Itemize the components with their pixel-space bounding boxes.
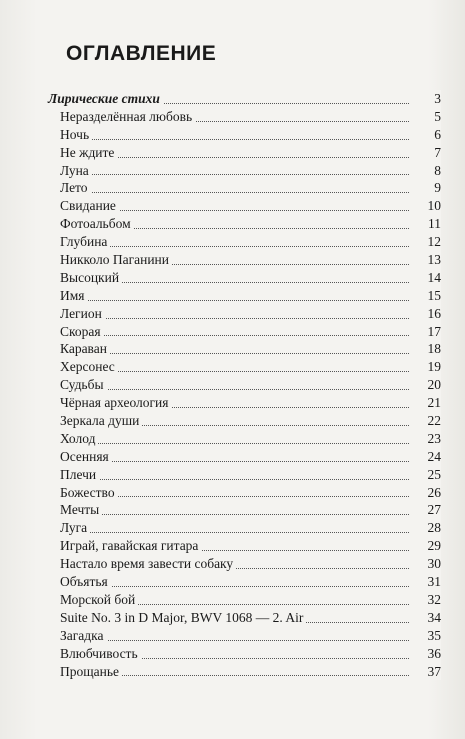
- toc-entry-title: Лето: [60, 179, 91, 197]
- toc-entry-page-number: 8: [417, 162, 441, 180]
- toc-entry-page-number: 30: [417, 555, 441, 573]
- dot-leader: [60, 532, 409, 533]
- toc-entry: [0, 108, 465, 126]
- toc-entry-page-number: 36: [417, 645, 441, 663]
- toc-entry-title: Мечты: [60, 501, 102, 519]
- toc-entry-title: Фотоальбом: [60, 215, 134, 233]
- toc-entry: [0, 430, 465, 448]
- toc-entry: [0, 269, 465, 287]
- dot-leader: [60, 514, 409, 515]
- dot-leader: [60, 461, 409, 462]
- dot-leader: [60, 353, 409, 354]
- toc-entry-page-number: 7: [417, 144, 441, 162]
- dot-leader: [60, 389, 409, 390]
- toc-entry: [0, 663, 465, 681]
- toc-entry-title: Имя: [60, 287, 88, 305]
- dot-leader: [60, 174, 409, 175]
- toc-entry: [0, 305, 465, 323]
- toc-entry-title: Прощанье: [60, 663, 122, 681]
- toc-entry: [0, 340, 465, 358]
- toc-section-entry: [0, 90, 465, 108]
- toc-entry-title: Херсонес: [60, 358, 118, 376]
- toc-entry-page-number: 9: [417, 179, 441, 197]
- toc-entry-page-number: 32: [417, 591, 441, 609]
- toc-entry: [0, 179, 465, 197]
- toc-entry: [0, 215, 465, 233]
- toc-entry: [0, 126, 465, 144]
- toc-entry-title: Судьбы: [60, 376, 107, 394]
- dot-leader: [60, 443, 409, 444]
- toc-entry-page-number: 20: [417, 376, 441, 394]
- toc-entry-title: Божество: [60, 484, 118, 502]
- toc-entry-page-number: 14: [417, 269, 441, 287]
- toc-entry-title: Загадка: [60, 627, 107, 645]
- toc-entry-page-number: 37: [417, 663, 441, 681]
- toc-entry: [0, 197, 465, 215]
- toc-entry-title: Осенняя: [60, 448, 112, 466]
- toc-entry: [0, 162, 465, 180]
- toc-entry: [0, 501, 465, 519]
- toc-entry: [0, 251, 465, 269]
- toc-entry-title: Холод: [60, 430, 98, 448]
- toc-entry: [0, 573, 465, 591]
- table-of-contents: [0, 90, 465, 680]
- toc-entry-title: Глубина: [60, 233, 110, 251]
- toc-entry-page-number: 6: [417, 126, 441, 144]
- dot-leader: [60, 479, 409, 480]
- toc-entry-page-number: 11: [417, 215, 441, 233]
- toc-entry: [0, 627, 465, 645]
- toc-entry-page-number: 17: [417, 323, 441, 341]
- toc-entry: [0, 233, 465, 251]
- toc-entry-title: Морской бой: [60, 591, 138, 609]
- toc-entry-page-number: 27: [417, 501, 441, 519]
- dot-leader: [60, 139, 409, 140]
- toc-entry-page-number: 22: [417, 412, 441, 430]
- toc-entry: [0, 394, 465, 412]
- toc-entry: [0, 519, 465, 537]
- toc-entry: [0, 537, 465, 555]
- toc-entry-page-number: 13: [417, 251, 441, 269]
- toc-entry: [0, 645, 465, 663]
- toc-entry-title: Ночь: [60, 126, 92, 144]
- toc-entry-page-number: 19: [417, 358, 441, 376]
- toc-entry: [0, 609, 465, 627]
- toc-entry-page-number: 10: [417, 197, 441, 215]
- toc-entry-title: Плечи: [60, 466, 99, 484]
- toc-entry-title: Караван: [60, 340, 110, 358]
- toc-entry-title: Свидание: [60, 197, 119, 215]
- toc-entry-title: Легион: [60, 305, 105, 323]
- toc-entry-page-number: 18: [417, 340, 441, 358]
- toc-entry-page-number: 23: [417, 430, 441, 448]
- toc-entry: [0, 376, 465, 394]
- toc-entry-title: Высоцкий: [60, 269, 122, 287]
- toc-entry-page-number: 35: [417, 627, 441, 645]
- toc-entry-page-number: 25: [417, 466, 441, 484]
- toc-entry-page-number: 24: [417, 448, 441, 466]
- dot-leader: [60, 246, 409, 247]
- toc-entry: [0, 484, 465, 502]
- dot-leader: [60, 586, 409, 587]
- toc-entry-page-number: 28: [417, 519, 441, 537]
- toc-entry: [0, 591, 465, 609]
- toc-entry-title: Играй, гавайская гитара: [60, 537, 201, 555]
- toc-entry-page-number: 34: [417, 609, 441, 627]
- toc-entry-title: Влюбчивость: [60, 645, 141, 663]
- toc-entry-page-number: 21: [417, 394, 441, 412]
- toc-entry-page-number: 3: [417, 90, 441, 108]
- toc-entry-title: Неразделённая любовь: [60, 108, 195, 126]
- toc-entry: [0, 448, 465, 466]
- toc-entry-page-number: 29: [417, 537, 441, 555]
- toc-entry-page-number: 12: [417, 233, 441, 251]
- toc-entry-page-number: 15: [417, 287, 441, 305]
- toc-entry-title: Suite No. 3 in D Major, BWV 1068 — 2. Air: [60, 609, 306, 627]
- dot-leader: [60, 640, 409, 641]
- toc-entry-title: Чёрная археология: [60, 394, 172, 412]
- toc-entry: [0, 466, 465, 484]
- toc-entry: [0, 287, 465, 305]
- toc-entry-title: Настало время завести собаку: [60, 555, 236, 573]
- toc-entry-page-number: 5: [417, 108, 441, 126]
- toc-entry-title: Никколо Паганини: [60, 251, 172, 269]
- toc-entry-title: Скорая: [60, 323, 104, 341]
- toc-entry: [0, 412, 465, 430]
- toc-entry-page-number: 16: [417, 305, 441, 323]
- toc-entry-title: Объятья: [60, 573, 111, 591]
- toc-entry: [0, 144, 465, 162]
- toc-entry-title: Луна: [60, 162, 92, 180]
- toc-entry-page-number: 31: [417, 573, 441, 591]
- toc-entry: [0, 555, 465, 573]
- dot-leader: [60, 335, 409, 336]
- toc-entry: [0, 358, 465, 376]
- dot-leader: [60, 300, 409, 301]
- toc-entry-title: Луга: [60, 519, 90, 537]
- toc-entry-title: Зеркала души: [60, 412, 142, 430]
- dot-leader: [60, 318, 409, 319]
- toc-entry: [0, 323, 465, 341]
- page-title: ОГЛАВЛЕНИЕ: [66, 42, 217, 65]
- toc-entry-title: Лирические стихи: [48, 90, 163, 108]
- toc-entry-page-number: 26: [417, 484, 441, 502]
- toc-entry-title: Не ждите: [60, 144, 117, 162]
- dot-leader: [60, 192, 409, 193]
